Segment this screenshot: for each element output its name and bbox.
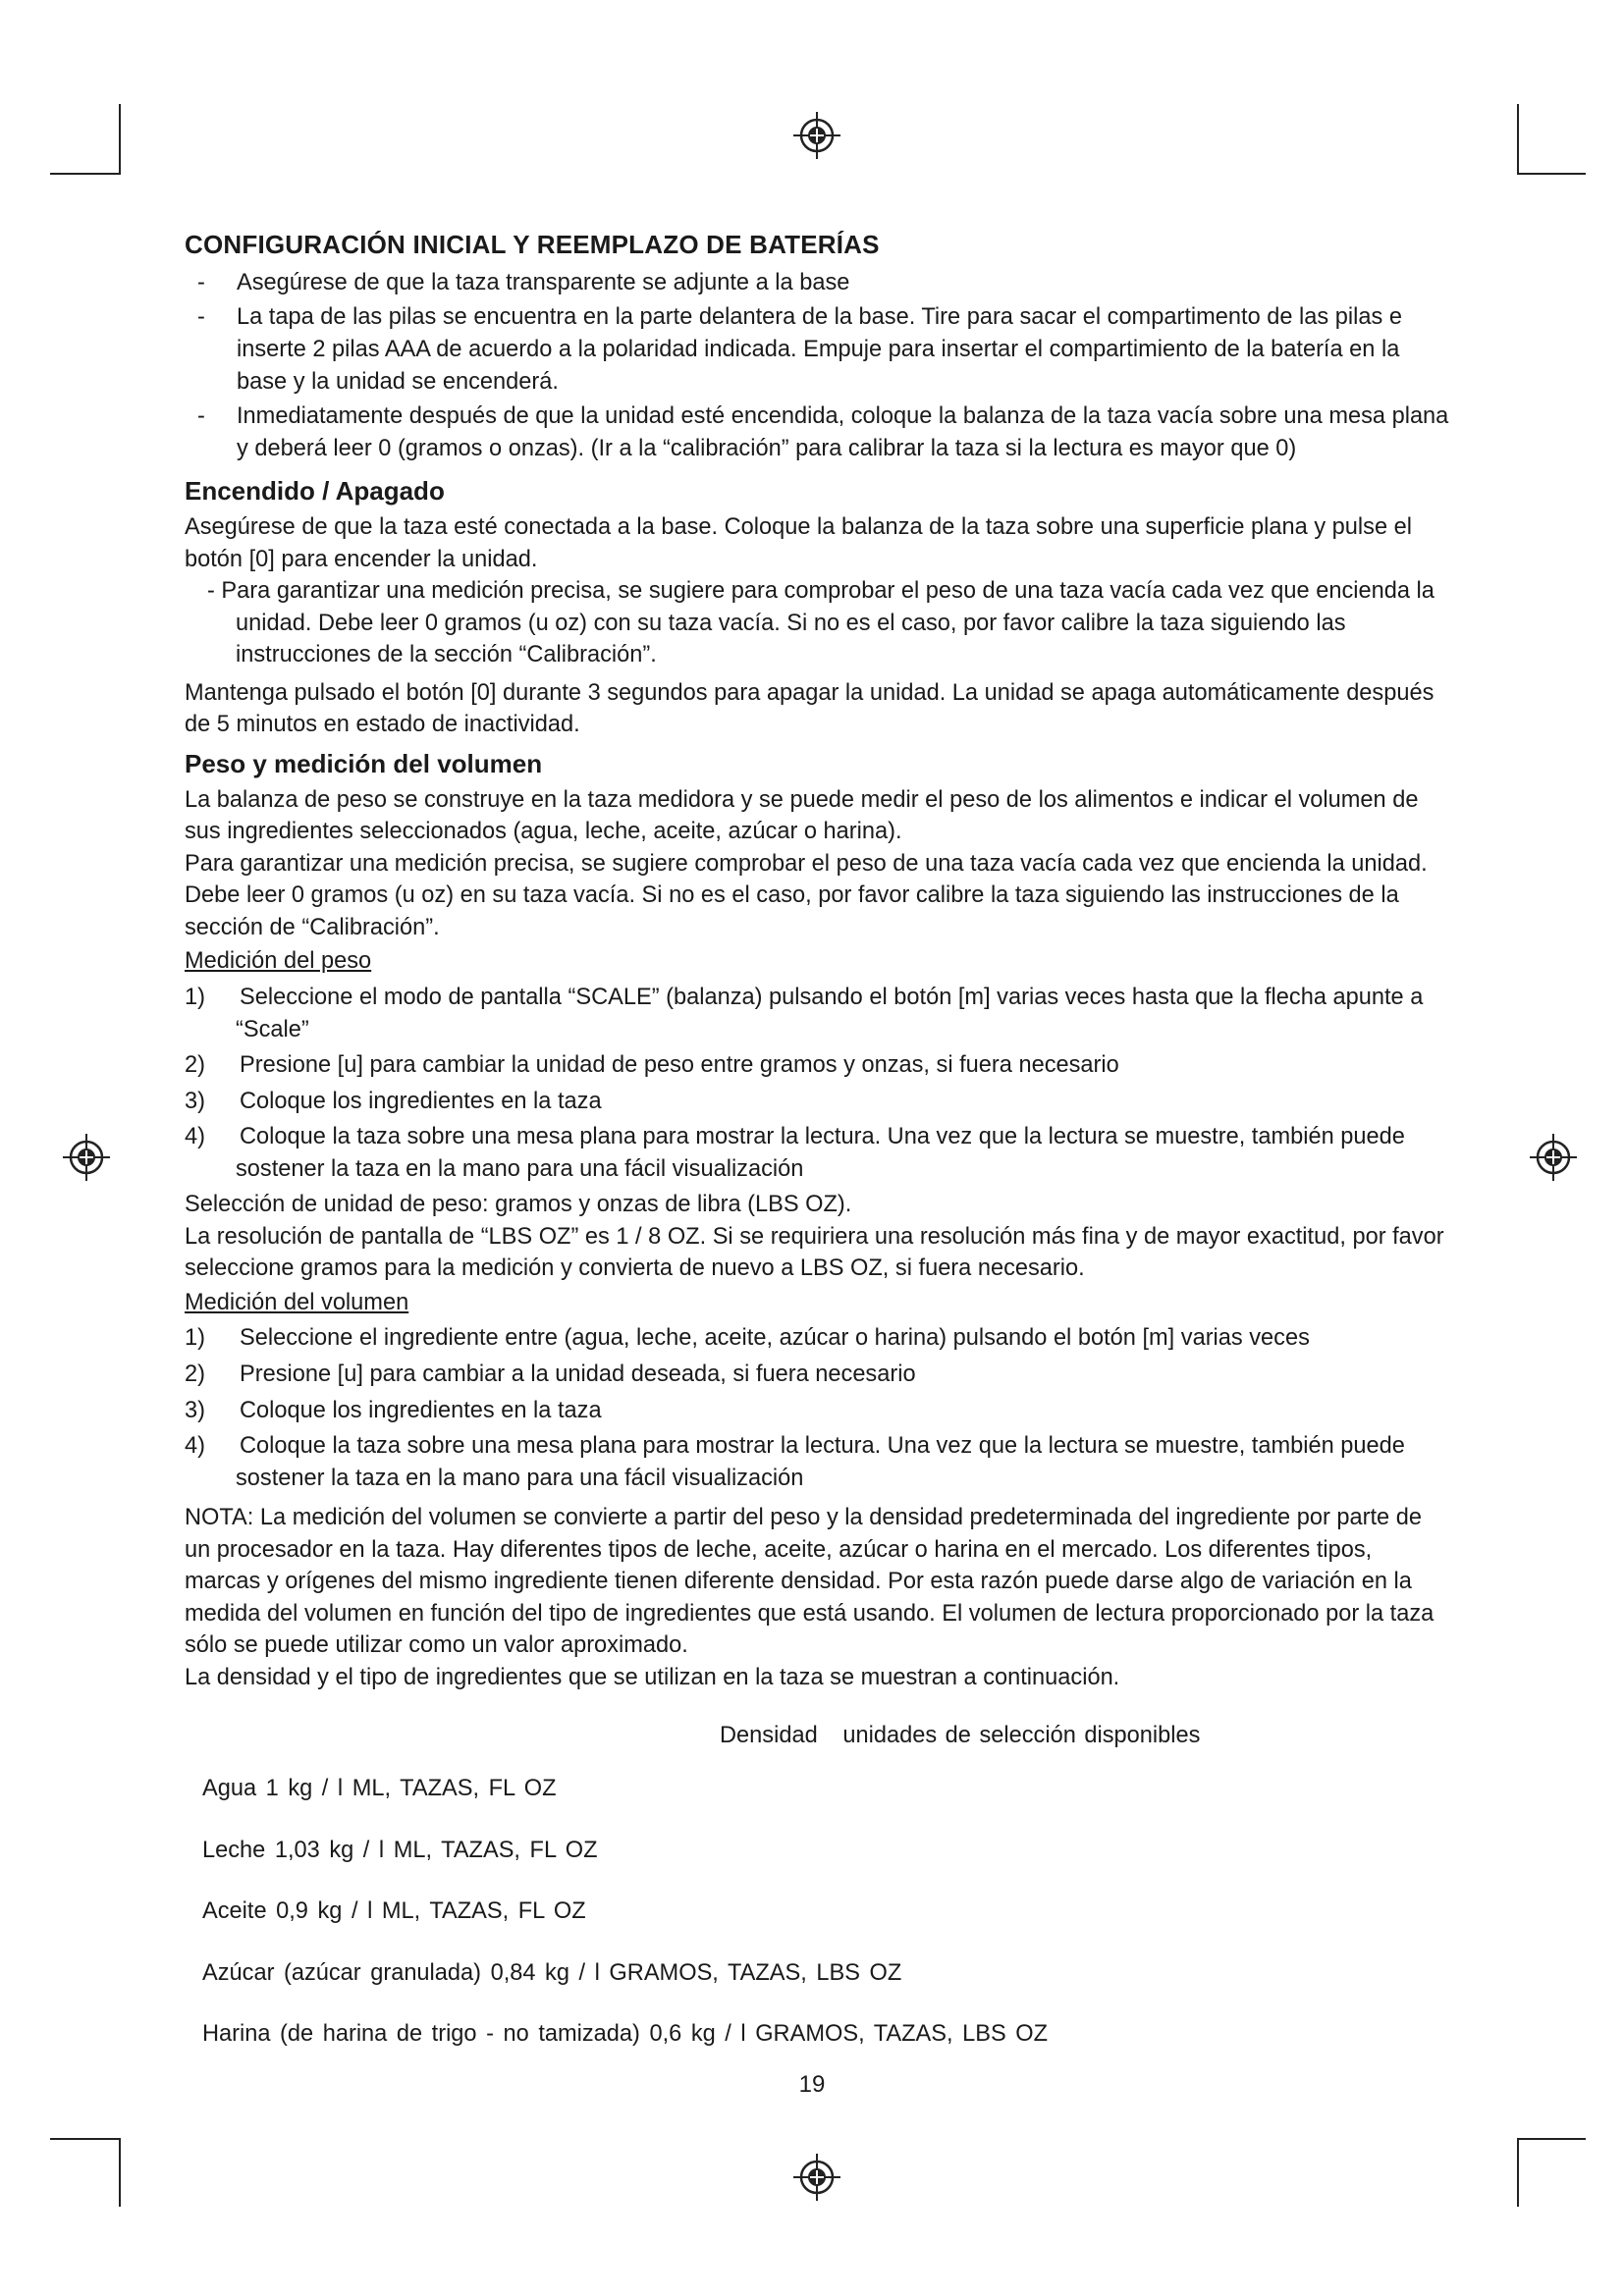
subtitle-volume: Medición del volumen — [185, 1289, 409, 1315]
list-item-text: Asegúrese de que la taza transparente se adjunte a la base — [237, 269, 850, 295]
step-number: 2) — [185, 1362, 205, 1388]
crop-mark-bottom-left-v — [119, 2138, 121, 2207]
crop-mark-top-left-v — [119, 104, 121, 175]
density-row: Harina (de harina de trigo - no tamizada) 0,6 kg / l GRAMOS, TAZAS, LBS OZ — [202, 2021, 1049, 2048]
crop-mark-top-right-h — [1517, 173, 1586, 175]
crop-mark-bottom-right-h — [1517, 2138, 1586, 2140]
dash-marker: - — [197, 403, 205, 430]
list-item — [185, 267, 1451, 299]
list-item-text: Presione [u] para cambiar a la unidad deseada, si fuera necesario — [240, 1362, 916, 1388]
density-row: Aceite 0,9 kg / l ML, TAZAS, FL OZ — [202, 1898, 586, 1925]
step-number: 1) — [185, 985, 205, 1011]
crop-mark-bottom-left-h — [50, 2138, 121, 2140]
paragraph: Mantenga pulsado el botón [0] durante 3 segundos para apagar la unidad. La unidad se apaga automáticamente después de 5 minutos en estado de inactividad. — [185, 679, 1435, 738]
list-item-text: Para garantizar una medición precisa, se sugiere para comprobar el peso de una taza vacía cada vez que encienda la unidad. Debe leer 0 gramos (u oz) con su taza vacía. Si no es el caso, por favor calibre la taza siguiendo las instrucciones de la sección “Calibración”. — [221, 578, 1435, 668]
registration-mark-icon — [791, 110, 842, 161]
list-item-text: Coloque los ingredientes en la taza — [240, 1088, 602, 1114]
section-title-measure: Peso y medición del volumen — [185, 748, 543, 778]
list-item — [185, 982, 1451, 1045]
density-row: Agua 1 kg / l ML, TAZAS, FL OZ — [202, 1776, 557, 1802]
list-item-text: Inmediatamente después de que la unidad esté encendida, coloque la balanza de la taza vacía sobre una mesa plana y deberá leer 0 (gramos o onzas). (Ir a la “calibración” para calibrar la taza si la lectura es mayor que 0) — [237, 403, 1449, 461]
list-item — [185, 1430, 1451, 1494]
step-number: 3) — [185, 1397, 205, 1423]
list-item-text: Seleccione el modo de pantalla “SCALE” (balanza) pulsando el botón [m] varias veces hasta que la flecha apunte a “Scale” — [236, 985, 1424, 1042]
header-units: unidades de selección disponibles — [842, 1722, 1201, 1748]
step-number: 4) — [185, 1433, 205, 1460]
step-number: 3) — [185, 1088, 205, 1114]
list-item — [185, 1121, 1451, 1185]
list-item-text: Coloque los ingredientes en la taza — [240, 1397, 602, 1423]
dash-marker: - — [207, 578, 215, 605]
crop-mark-top-left-h — [50, 173, 121, 175]
paragraph: La densidad y el tipo de ingredientes que se utilizan en la taza se muestran a continuación. — [185, 1664, 1120, 1690]
dash-marker: - — [197, 269, 205, 295]
paragraph: Para garantizar una medición precisa, se sugiere comprobar el peso de una taza vacía cada vez que encienda la unidad. Debe leer 0 gramos (u oz) en su taza vacía. Si no es el caso, por favor calibre la taza siguiendo las instrucciones de la sección de “Calibración”. — [185, 850, 1428, 940]
list-item — [185, 400, 1451, 464]
paragraph: Selección de unidad de peso: gramos y onzas de libra (LBS OZ). — [185, 1192, 852, 1218]
list-item — [185, 1049, 1451, 1082]
step-number: 1) — [185, 1325, 205, 1352]
registration-mark-icon — [61, 1132, 112, 1183]
list-item — [185, 1395, 1451, 1427]
header-density: Densidad — [720, 1722, 818, 1748]
density-table-header — [185, 1720, 1451, 1752]
section-title-power: Encendido / Apagado — [185, 476, 445, 507]
list-item — [185, 301, 1451, 398]
list-item — [185, 575, 1451, 671]
density-row: Azúcar (azúcar granulada) 0,84 kg / l GRAMOS, TAZAS, LBS OZ — [202, 1959, 902, 1986]
page-content — [185, 228, 1451, 2080]
list-item-text: Coloque la taza sobre una mesa plana para mostrar la lectura. Una vez que la lectura se muestre, también puede sostener la taza en la mano para una fácil visualización — [236, 1124, 1405, 1182]
registration-mark-icon — [791, 2152, 842, 2203]
list-item — [185, 1359, 1451, 1391]
list-item-text: Presione [u] para cambiar la unidad de peso entre gramos y onzas, si fuera necesario — [240, 1052, 1119, 1079]
subtitle-weight: Medición del peso — [185, 948, 372, 975]
list-item-text: Coloque la taza sobre una mesa plana para mostrar la lectura. Una vez que la lectura se muestre, también puede sostener la taza en la mano para una fácil visualización — [236, 1433, 1405, 1491]
page-number: 19 — [798, 2071, 826, 2098]
crop-mark-bottom-right-v — [1517, 2138, 1519, 2207]
list-item-text: La tapa de las pilas se encuentra en la parte delantera de la base. Tire para sacar el compartimento de las pilas e inserte 2 pilas AAA de acuerdo a la polaridad indicada. Empuje para insertar el compartimiento de la batería en la base y la unidad se encenderá. — [237, 304, 1402, 395]
crop-mark-top-right-v — [1517, 104, 1519, 175]
paragraph: La resolución de pantalla de “LBS OZ” es 1 / 8 OZ. Si se requiriera una resolución más fina y de mayor exactitud, por favor seleccione gramos para la medición y convierta de nuevo a LBS OZ, si fuera necesario. — [185, 1223, 1444, 1282]
density-row: Leche 1,03 kg / l ML, TAZAS, FL OZ — [202, 1837, 598, 1863]
dash-marker: - — [197, 304, 205, 331]
paragraph: Asegúrese de que la taza esté conectada a la base. Coloque la balanza de la taza sobre una superficie plana y pulse el botón [0] para encender la unidad. — [185, 514, 1413, 572]
list-item — [185, 1086, 1451, 1118]
note-paragraph: NOTA: La medición del volumen se convierte a partir del peso y la densidad predeterminada del ingrediente por parte de un procesador en la taza. Hay diferentes tipos de leche, aceite, azúcar o harina en el mercado. Los diferentes tipos, marcas y orígenes del mismo ingrediente tienen diferente densidad. Por esta razón puede darse algo de variación en la medida del volumen en función del tipo de ingredientes que está usando. El volumen de lectura proporcionado por la taza sólo se puede utilizar como un valor aproximado. — [185, 1505, 1435, 1659]
registration-mark-icon — [1528, 1132, 1579, 1183]
section-title-setup: CONFIGURACIÓN INICIAL Y REEMPLAZO DE BATERÍAS — [185, 230, 880, 259]
step-number: 4) — [185, 1124, 205, 1150]
paragraph: La balanza de peso se construye en la taza medidora y se puede medir el peso de los alimentos e indicar el volumen de sus ingredientes seleccionados (agua, leche, aceite, azúcar o harina). — [185, 786, 1419, 845]
step-number: 2) — [185, 1052, 205, 1079]
list-item — [185, 1322, 1451, 1355]
list-item-text: Seleccione el ingrediente entre (agua, leche, aceite, azúcar o harina) pulsando el botón [m] varias veces — [240, 1325, 1310, 1352]
